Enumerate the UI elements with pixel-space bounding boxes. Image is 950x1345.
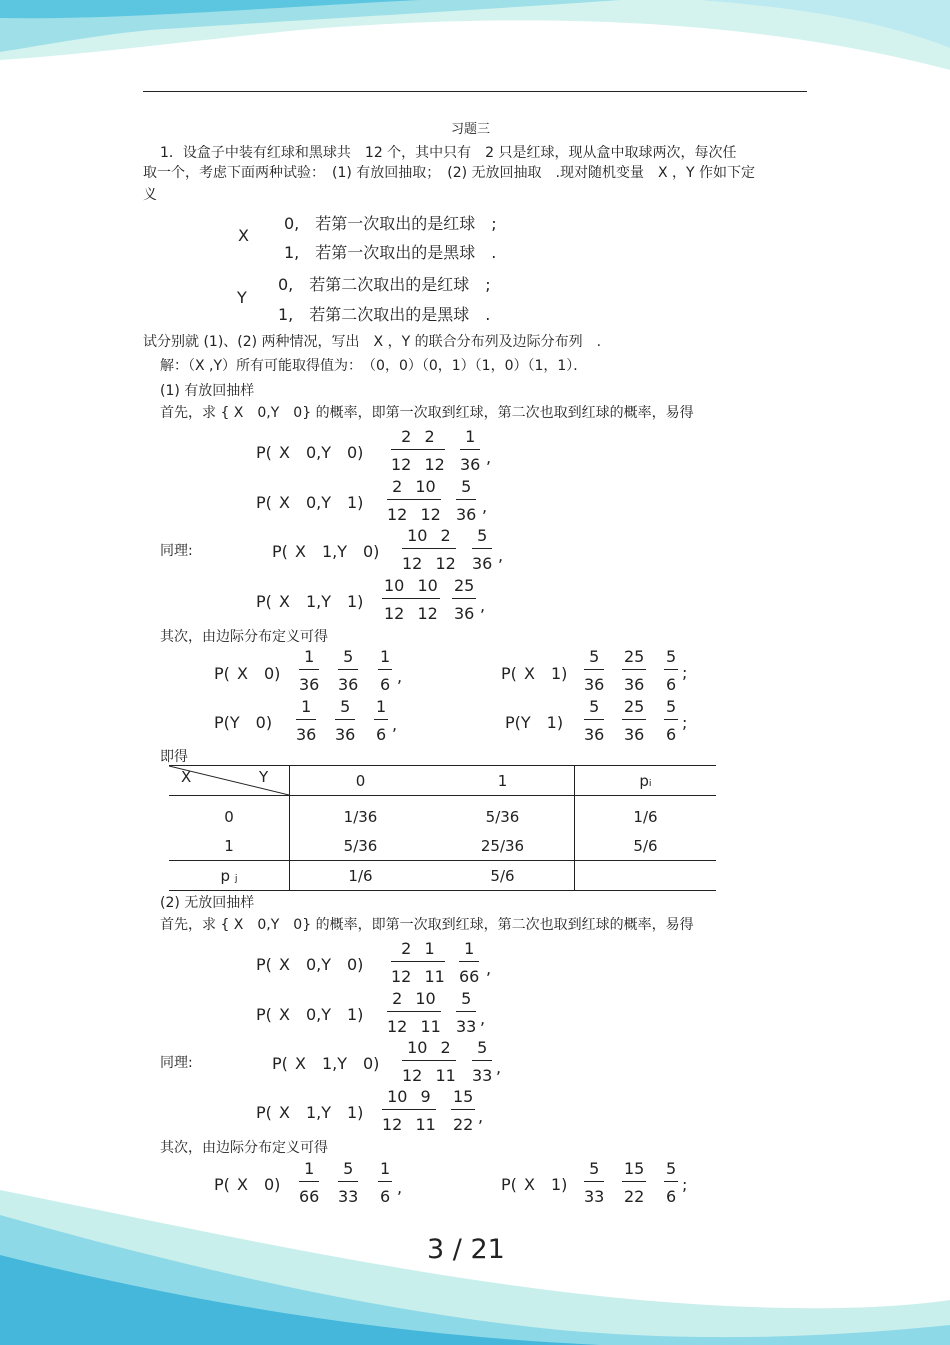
row-label: p ⱼ: [169, 861, 290, 891]
fraction-result: $\frac{1}{66}$: [459, 939, 480, 986]
fraction: $\frac{25}{36}$: [624, 697, 645, 744]
problem-ask: 试分别就 (1)、(2) 两种情况，写出 X ，Y 的联合分布列及边际分布列 .: [143, 334, 602, 350]
eq-end: ,: [480, 596, 486, 615]
eq-lhs: P( X 0): [214, 664, 281, 683]
fraction-result: $\frac{5}{33}$: [472, 1038, 493, 1085]
eq-end: ;: [682, 1175, 688, 1194]
eq-lhs: P( X 1): [501, 1175, 568, 1194]
eq-lhs: P( X 1,Y 1): [256, 592, 364, 611]
eq-lhs: P( X 0,Y 0): [256, 955, 364, 974]
eq-end: ,: [397, 667, 403, 686]
y-case-0: 0, 若第二次取出的是红球 ;: [278, 275, 491, 294]
joint-distribution-table: [169, 765, 716, 891]
table-header-cell: pᵢ: [575, 766, 717, 796]
part2-title: (2) 无放回抽样: [160, 895, 255, 911]
problem-line-2: 取一个，考虑下面两种试验： (1) 有放回抽取； (2) 无放回抽取 .现对随机变量 X ，Y 作如下定: [143, 165, 756, 181]
eq-end: ,: [478, 1107, 484, 1126]
fraction: $\frac{1}{6}$: [380, 1159, 391, 1206]
eq-lhs: P( X 0,Y 0): [256, 443, 364, 462]
table-cell: 1/6: [290, 861, 432, 891]
x-variable: X: [238, 226, 249, 245]
fraction: $\frac{5}{36}$: [584, 647, 605, 694]
fraction-result: $\frac{5}{36}$: [472, 526, 493, 573]
fraction: $\frac{5}{36}$: [338, 647, 359, 694]
part2-first: 首先，求 { X 0,Y 0} 的概率，即第一次取到红球，第二次也取到红球的概率，易得: [160, 917, 694, 933]
page-number: 3 / 21: [427, 1234, 505, 1265]
problem-line-1: 1．设盒子中装有红球和黑球共 12 个，其中只有 2 只是红球，现从盒中取球两次，每次任: [160, 145, 737, 161]
eq-end: ,: [397, 1178, 403, 1197]
fraction: $\frac{25}{36}$: [624, 647, 645, 694]
fraction: $\frac{1}{6}$: [376, 697, 387, 744]
table-cell: 1/36: [343, 807, 378, 826]
eq-end: ;: [682, 663, 688, 682]
fraction: $\frac{5}{36}$: [584, 697, 605, 744]
fraction-result: $\frac{5}{36}$: [456, 477, 477, 524]
second-label-1: 其次，由边际分布定义可得: [160, 629, 328, 645]
table-row: [169, 831, 716, 861]
eq-end: ,: [482, 497, 488, 516]
fraction: $\frac{10 10}{12 12}$: [384, 576, 438, 623]
row-label: 1: [169, 831, 290, 861]
fraction: $\frac{1}{6}$: [380, 647, 391, 694]
fraction: $\frac{15}{22}$: [624, 1159, 645, 1206]
eq-end: ,: [480, 1009, 486, 1028]
fraction-result: $\frac{15}{22}$: [453, 1087, 474, 1134]
fraction: $\frac{2 10}{12 12}$: [387, 477, 441, 524]
eq-end: ,: [392, 715, 398, 734]
second-label-2: 其次，由边际分布定义可得: [160, 1140, 328, 1156]
table-cell: 5/6: [431, 861, 575, 891]
fraction: $\frac{5}{33}$: [584, 1159, 605, 1206]
eq-lhs: P(Y 1): [505, 713, 564, 732]
table-cell: 25/36: [480, 836, 525, 855]
same-label-1: 同理:: [160, 543, 193, 559]
eq-lhs: P( X 1,Y 0): [272, 1054, 380, 1073]
table-marginal-row: [169, 861, 716, 891]
fraction: $\frac{10 9}{12 11}$: [382, 1087, 436, 1134]
corner-x-label: X: [181, 768, 192, 786]
header-rule: [143, 91, 807, 92]
table-header-cell: 1: [431, 766, 575, 796]
fraction-result: $\frac{25}{36}$: [454, 576, 475, 623]
eq-lhs: P( X 0): [214, 1175, 281, 1194]
part1-title: (1) 有放回抽样: [160, 383, 255, 399]
fraction-result: $\frac{1}{36}$: [460, 427, 481, 474]
eq-lhs: P( X 1,Y 1): [256, 1103, 364, 1122]
page-title: 习题三: [451, 122, 491, 137]
fraction: $\frac{1}{36}$: [296, 697, 317, 744]
table-header-cell: 0: [290, 766, 432, 796]
eq-end: ,: [496, 1058, 502, 1077]
eq-lhs: P( X 1,Y 0): [272, 542, 380, 561]
eq-end: ,: [498, 546, 504, 565]
eq-lhs: P( X 1): [501, 664, 568, 683]
fraction: $\frac{1}{36}$: [299, 647, 320, 694]
x-case-1: 1, 若第一次取出的是黑球 .: [284, 243, 497, 262]
table-cell: 5/36: [485, 807, 520, 826]
problem-line-3: 义: [143, 187, 157, 203]
fraction: $\frac{5}{6}$: [666, 697, 677, 744]
row-label: 0: [169, 796, 290, 832]
fraction: $\frac{10 2}{12 12}$: [402, 526, 456, 573]
fraction: $\frac{2 1}{12 11}$: [391, 939, 445, 986]
eq-lhs: P( X 0,Y 1): [256, 493, 364, 512]
table-cell: 1/6: [575, 796, 717, 832]
table-row: [169, 796, 716, 832]
part1-first: 首先，求 { X 0,Y 0} 的概率，即第一次取到红球，第二次也取到红球的概率，易得: [160, 405, 694, 421]
table-cell: 5/36: [343, 836, 378, 855]
fraction: $\frac{1}{66}$: [299, 1159, 320, 1206]
fraction: $\frac{2 2}{12 12}$: [391, 427, 445, 474]
solution-intro: 解：（X ,Y）所有可能取得值为： （0，0）（0，1）（1，0）（1，1）．: [160, 358, 588, 374]
fraction: $\frac{5}{33}$: [338, 1159, 359, 1206]
same-label-2: 同理:: [160, 1055, 193, 1071]
eq-lhs: P( X 0,Y 1): [256, 1005, 364, 1024]
fraction: $\frac{10 2}{12 11}$: [402, 1038, 456, 1085]
fraction: $\frac{5}{6}$: [666, 647, 677, 694]
eq-lhs: P(Y 0): [214, 713, 273, 732]
table-cell: 5/6: [575, 831, 717, 861]
y-variable: Y: [237, 288, 247, 307]
x-case-0: 0, 若第一次取出的是红球 ;: [284, 214, 497, 233]
eq-end: ;: [682, 713, 688, 732]
fraction: $\frac{5}{36}$: [335, 697, 356, 744]
eq-end: ,: [486, 448, 492, 467]
fraction: $\frac{2 10}{12 11}$: [387, 989, 441, 1036]
table-cell: [575, 861, 717, 891]
table-corner-cell: [169, 766, 290, 796]
fraction: $\frac{5}{6}$: [666, 1159, 677, 1206]
fraction-result: $\frac{5}{33}$: [456, 989, 477, 1036]
corner-y-label: Y: [259, 768, 269, 786]
table-header-row: [169, 766, 716, 796]
jide-label: 即得: [160, 749, 188, 765]
eq-end: ,: [486, 959, 492, 978]
y-case-1: 1, 若第二次取出的是黑球 .: [278, 305, 491, 324]
